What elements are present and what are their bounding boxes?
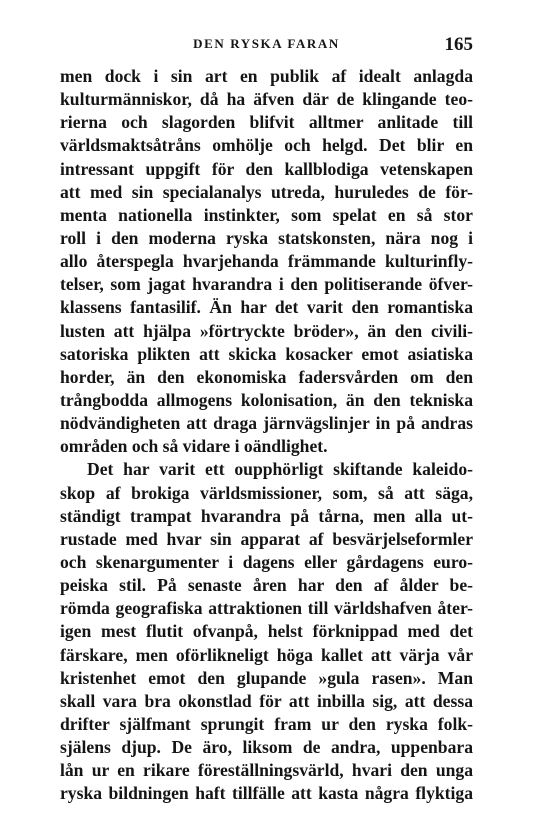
text-line: områden och så vidare i oändlighet. — [60, 436, 328, 457]
text-line: menta nationella instinkter, som spelat en så stor — [60, 204, 473, 225]
text-line: satoriska plikten att skicka kosacker emot asiatiska — [60, 343, 473, 364]
text-line: lusten att hjälpa »förtryckte bröder», än den civili- — [60, 320, 473, 341]
text-line: lån ur en rikare föreställningsvärld, hvari den unga — [60, 760, 473, 781]
text-line: själens djup. De äro, liksom de andra, uppenbara — [60, 737, 473, 758]
text-line: men dock i sin art en publik af idealt anlagda — [60, 66, 473, 86]
text-line: roll i den moderna ryska statskonsten, nära nog i — [60, 227, 473, 248]
text-line: skop af brokiga världsmissioner, som, så att säga, — [60, 482, 473, 503]
text-line: ständigt trampat hvarandra på tårna, men alla ut- — [60, 505, 473, 526]
text-line: kristenhet emot den glupande »gula rasen». Man — [60, 667, 473, 688]
text-line: ryska bildningen haft tillfälle att kasta några flyktiga — [60, 783, 473, 804]
text-line: nödvändigheten att draga järnvägslinjer in på andras — [60, 413, 473, 434]
text-line: klassens fantasilif. Än har det varit den romantiska — [60, 297, 473, 318]
text-line: världsmaktsåtråns omhölje och helgd. Det blir en — [60, 135, 473, 156]
text-line: och skenargumenter i dagens eller gårdagens euro- — [60, 551, 473, 572]
text-line: kulturmänniskor, då ha äfven där de klingande teo- — [60, 89, 473, 110]
text-line: allo återspegla hvarjehanda främmande kulturinfly- — [60, 251, 473, 272]
paragraph — [60, 458, 473, 805]
text-line: rierna och slagorden blifvit alltmer anlitade till — [60, 112, 473, 133]
body-text — [60, 65, 473, 806]
text-line: peiska stil. På senaste åren har den af ålder be- — [60, 575, 473, 596]
text-line: rustade med hvar sin apparat af besvärjelseformler — [60, 528, 473, 549]
text-line: igen mest flutit ofvanpå, helst förknippad med det — [60, 621, 473, 642]
text-line: att med sin specialanalys utreda, huruledes de för- — [60, 181, 473, 202]
paragraph — [60, 65, 473, 458]
text-line: horder, än den ekonomiska fadersvården om den — [60, 366, 473, 387]
running-header — [60, 34, 473, 56]
text-line: trångbodda allmogens kolonisation, än den tekniska — [60, 389, 473, 410]
text-line: färskare, men oförlikneligt höga kallet att värja vår — [60, 644, 473, 665]
text-line: drifter själfmant sprungit fram ur den ryska folk- — [60, 713, 473, 734]
page-number: 165 — [444, 34, 473, 55]
text-line: römda geografiska attraktionen till världshafven åter- — [60, 598, 473, 619]
text-line: intressant uppgift för den kallblodiga vetenskapen — [60, 158, 473, 179]
text-line: Det har varit ett oupphörligt skiftande kaleido- — [87, 459, 473, 480]
text-line: skall vara bra okonstlad för att inbilla sig, att dessa — [60, 690, 473, 711]
text-line: telser, som jagat hvarandra i den politiserande öfver- — [60, 274, 473, 295]
chapter-title: DEN RYSKA FARAN — [193, 36, 340, 51]
